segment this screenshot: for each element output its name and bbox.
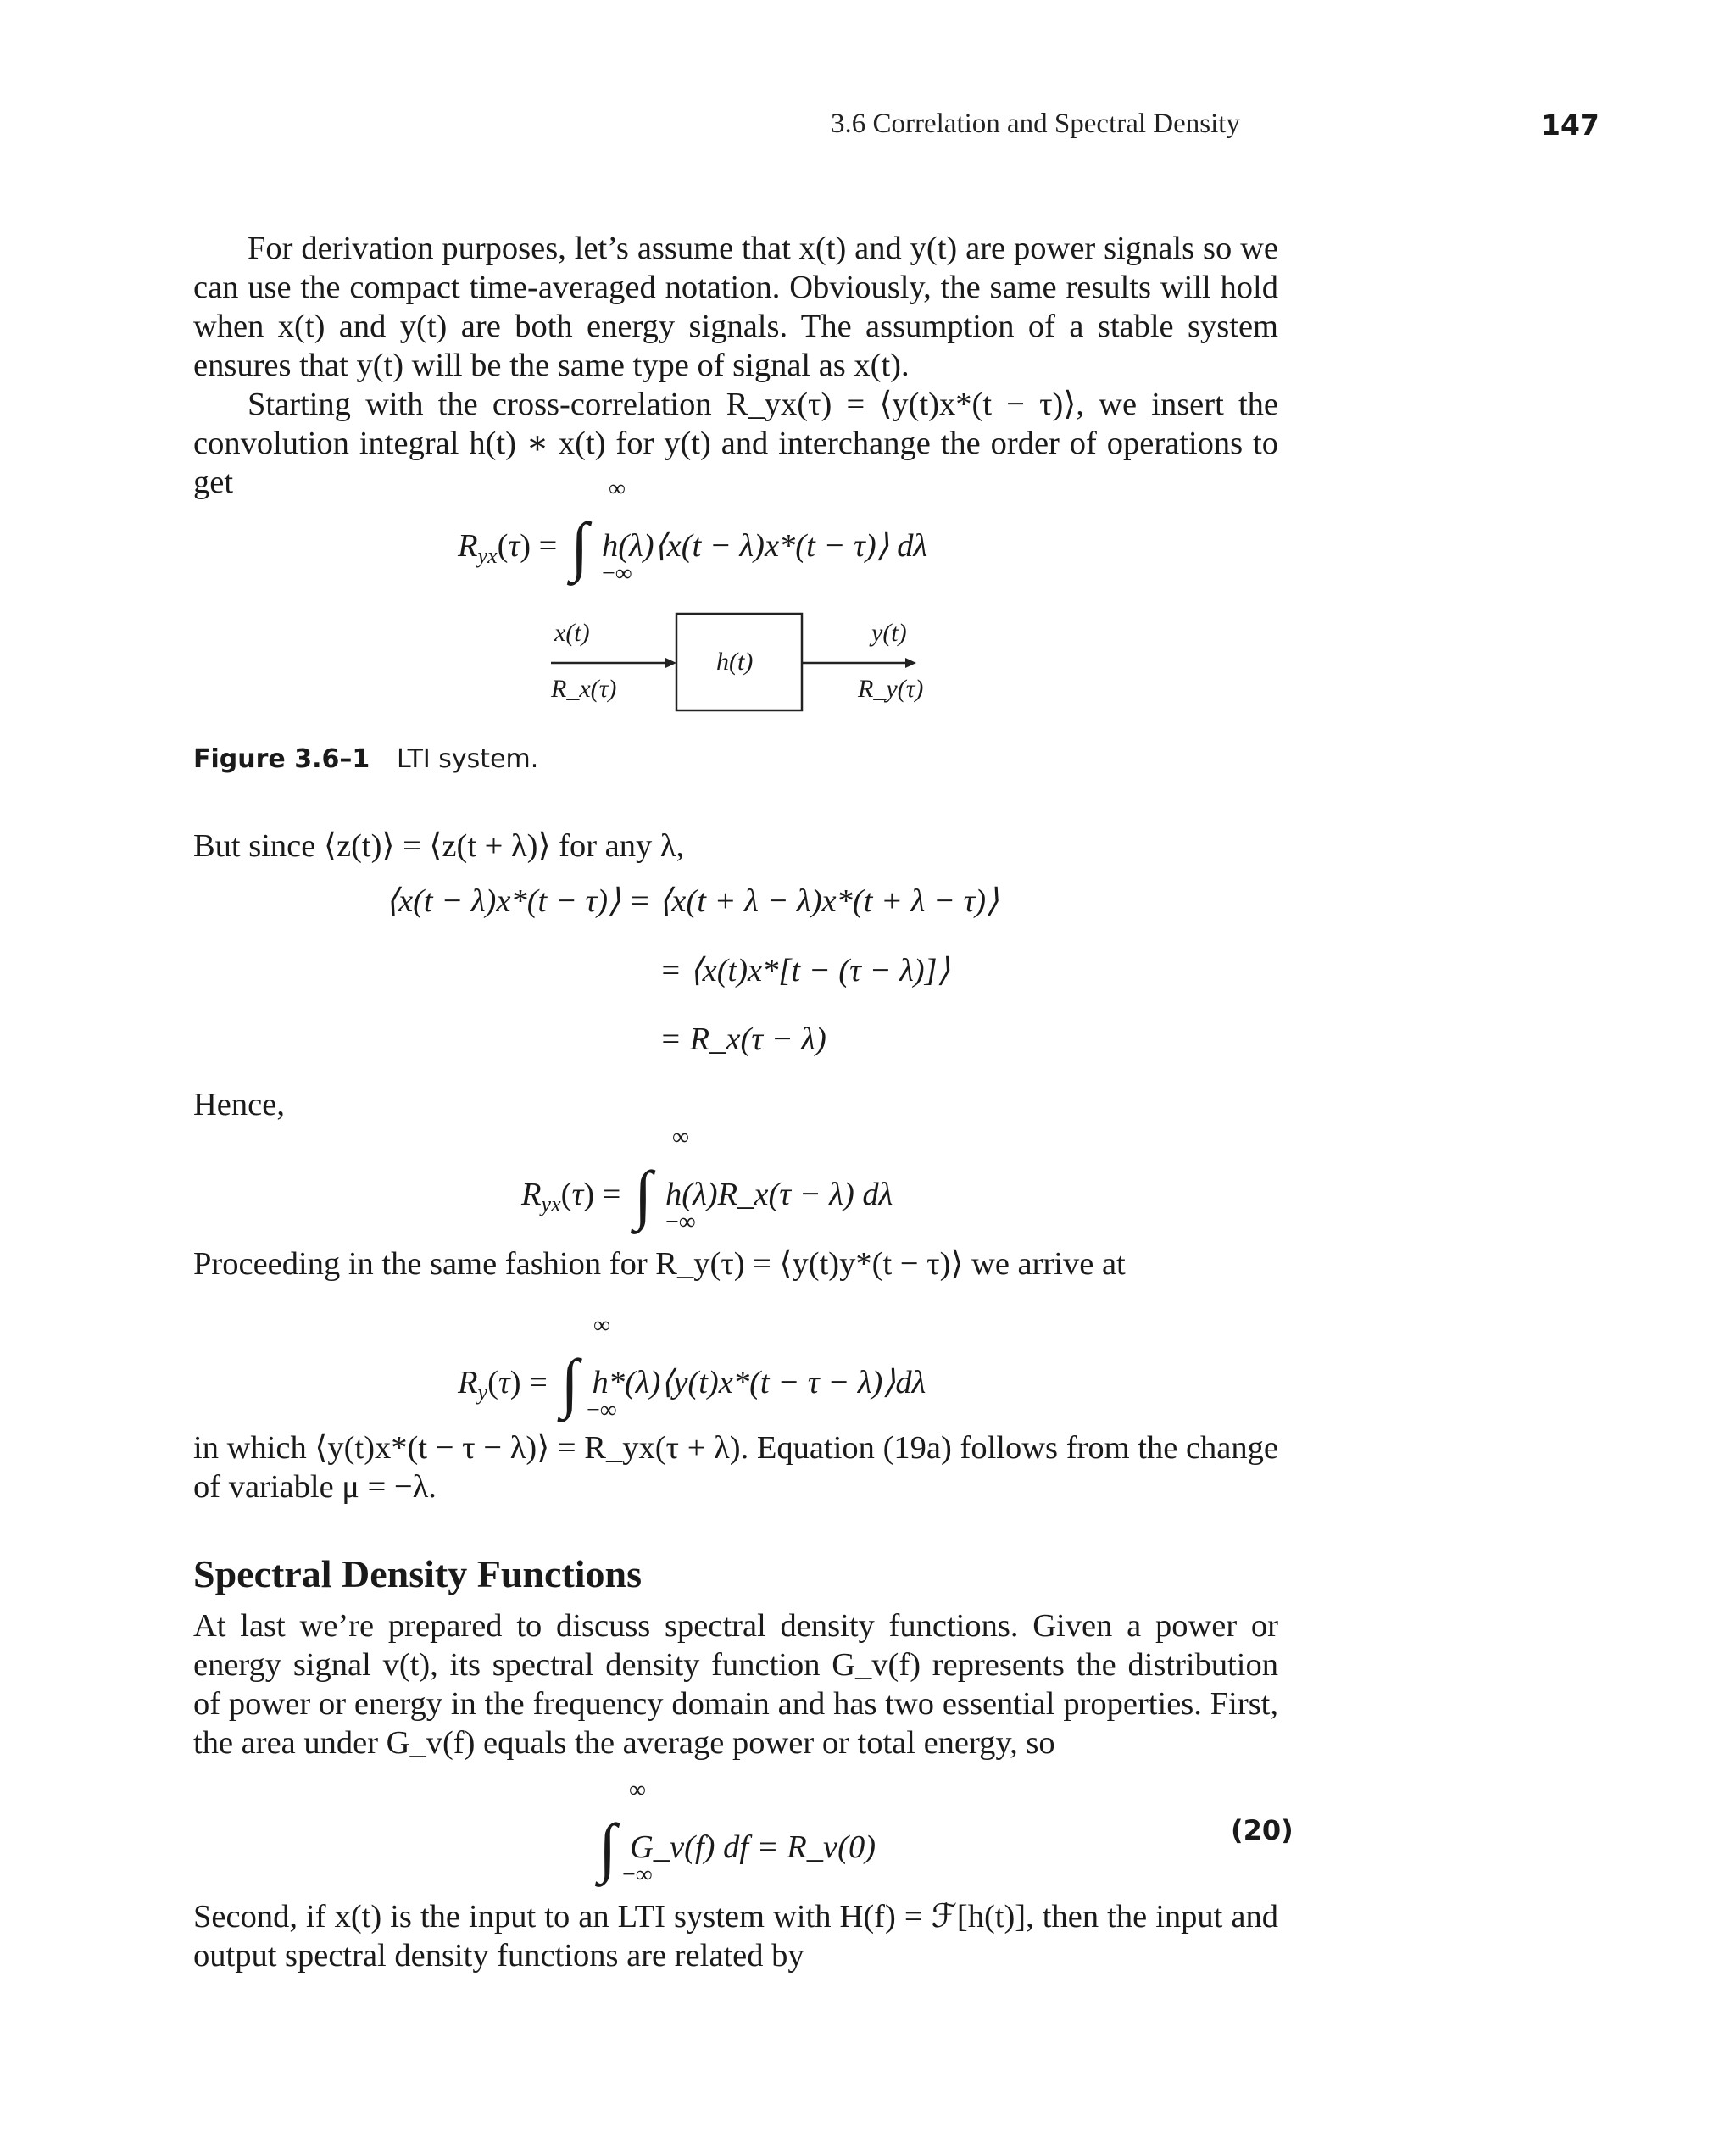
lower-limit: −∞ [587,1397,617,1423]
paragraph-power-signals: For derivation purposes, let’s assume that x(t) and y(t) are power signals so we can use the compact time-averaged notation. Obviously, the same results will hold when x(t) and y(t) are both energy signals. The assumption of a stable system ensures that y(t) will be the same type of signal as x(t). [193,231,1278,383]
intro-paragraphs [193,229,1278,502]
paragraph-lti-relation-text: Second, if x(t) is the input to an LTI system with H(f) = ℱ[h(t)], then the input and output spectral density functions are related by [193,1899,1278,1974]
paragraph-time-shift-text: But since ⟨z(t)⟩ = ⟨z(t + λ)⟩ for any λ, [193,828,685,864]
input-arrowhead [665,658,676,668]
figure-caption-label: Figure 3.6–1 [193,744,370,774]
equation-ry-integral: $R_y(\tau)$ = ∫ h*(λ)⟨y(t)x*(t − τ − λ)⟩dλ ∞ −∞ [458,1312,926,1423]
output-signal-label: y(t) [871,619,907,647]
integral-sign: ∫ [634,1157,653,1231]
paragraph-proceeding-text: Proceeding in the same fashion for R_y(τ) = ⟨y(t)y*(t − τ)⟩ we arrive at [193,1246,1126,1282]
equation-ry-integrand: h*(λ)⟨y(t)x*(t − τ − λ)⟩dλ [592,1365,926,1400]
integral-sign: ∫ [560,1345,579,1419]
paragraph-hence-text: Hence, [193,1087,285,1122]
lti-system-diagram [542,610,932,721]
integral-sign: ∫ [570,509,589,582]
paragraph-change-of-variable [193,1428,1278,1506]
upper-limit: ∞ [672,1124,689,1150]
equation-ryx-integrand: h(λ)⟨x(t − λ)x*(t − τ)⟩ dλ [602,528,928,564]
section-heading: Spectral Density Functions [193,1552,642,1595]
paragraph-time-shift [193,827,1278,866]
equation-time-average-line2: = ⟨x(t)x*[t − (τ − λ)]⟩ [659,953,950,988]
page-number: 147 [1541,109,1600,142]
upper-limit: ∞ [609,476,626,502]
output-correlation-label: R_y(τ) [858,675,924,703]
paragraph-lti-relation [193,1897,1278,1975]
equation-ryx-convolution: $R_{yx}(\tau)$ = ∫ h(λ)R_x(τ − λ) dλ ∞ −∞ [521,1124,893,1235]
running-header-section: 3.6 Correlation and Spectral Density [831,109,1240,139]
equation-20 [593,1777,876,1888]
paragraph-change-of-variable-text: in which ⟨y(t)x*(t − τ − λ)⟩ = R_yx(τ + λ). Equation (19a) follows from the change of variable μ = −λ. [193,1430,1278,1505]
output-arrowhead [905,658,916,668]
equation-number-20: (20) [1231,1814,1294,1846]
equation-time-average-line1: ⟨x(t − λ)x*(t − τ)⟩ = ⟨x(t + λ − λ)x*(t + λ − τ)⟩ [386,883,999,919]
upper-limit: ∞ [593,1312,610,1339]
lower-limit: −∞ [602,560,632,587]
integral-sign: ∫ [598,1810,617,1884]
figure-caption-text: LTI system. [397,744,539,774]
equation-ryx-convolution-integrand: h(λ)R_x(τ − λ) dλ [665,1177,893,1212]
paragraph-hence [193,1085,1278,1124]
upper-limit: ∞ [629,1777,646,1803]
paragraph-spectral-density [193,1606,1278,1762]
equation-20-expression: G_v(f) df = R_v(0) [630,1829,876,1865]
system-block-label: h(t) [716,648,754,676]
paragraph-proceeding [193,1244,1278,1283]
equation-ryx-integral: $R_{yx}(\tau)$ = ∫ h(λ)⟨x(t − λ)x*(t − τ)⟩ dλ ∞ −∞ [458,476,928,587]
equation-time-average-line3: = R_x(τ − λ) [659,1022,826,1057]
paragraph-cross-correlation: Starting with the cross-correlation R_yx(τ) = ⟨y(t)x*(t − τ)⟩, we insert the convolution integral h(t) ∗ x(t) for y(t) and interchange the order of operations to get [193,387,1278,500]
input-correlation-label: R_x(τ) [551,675,617,703]
lower-limit: −∞ [665,1209,696,1235]
input-signal-label: x(t) [554,619,590,647]
lower-limit: −∞ [622,1862,653,1888]
paragraph-spectral-density-text: At last we’re prepared to discuss spectral density functions. Given a power or energy signal v(t), its spectral density function G_v(f) represents the distribution of power or energy in the frequency domain and has two essential properties. First, the area under G_v(f) equals the average power or total energy, so [193,1608,1278,1761]
